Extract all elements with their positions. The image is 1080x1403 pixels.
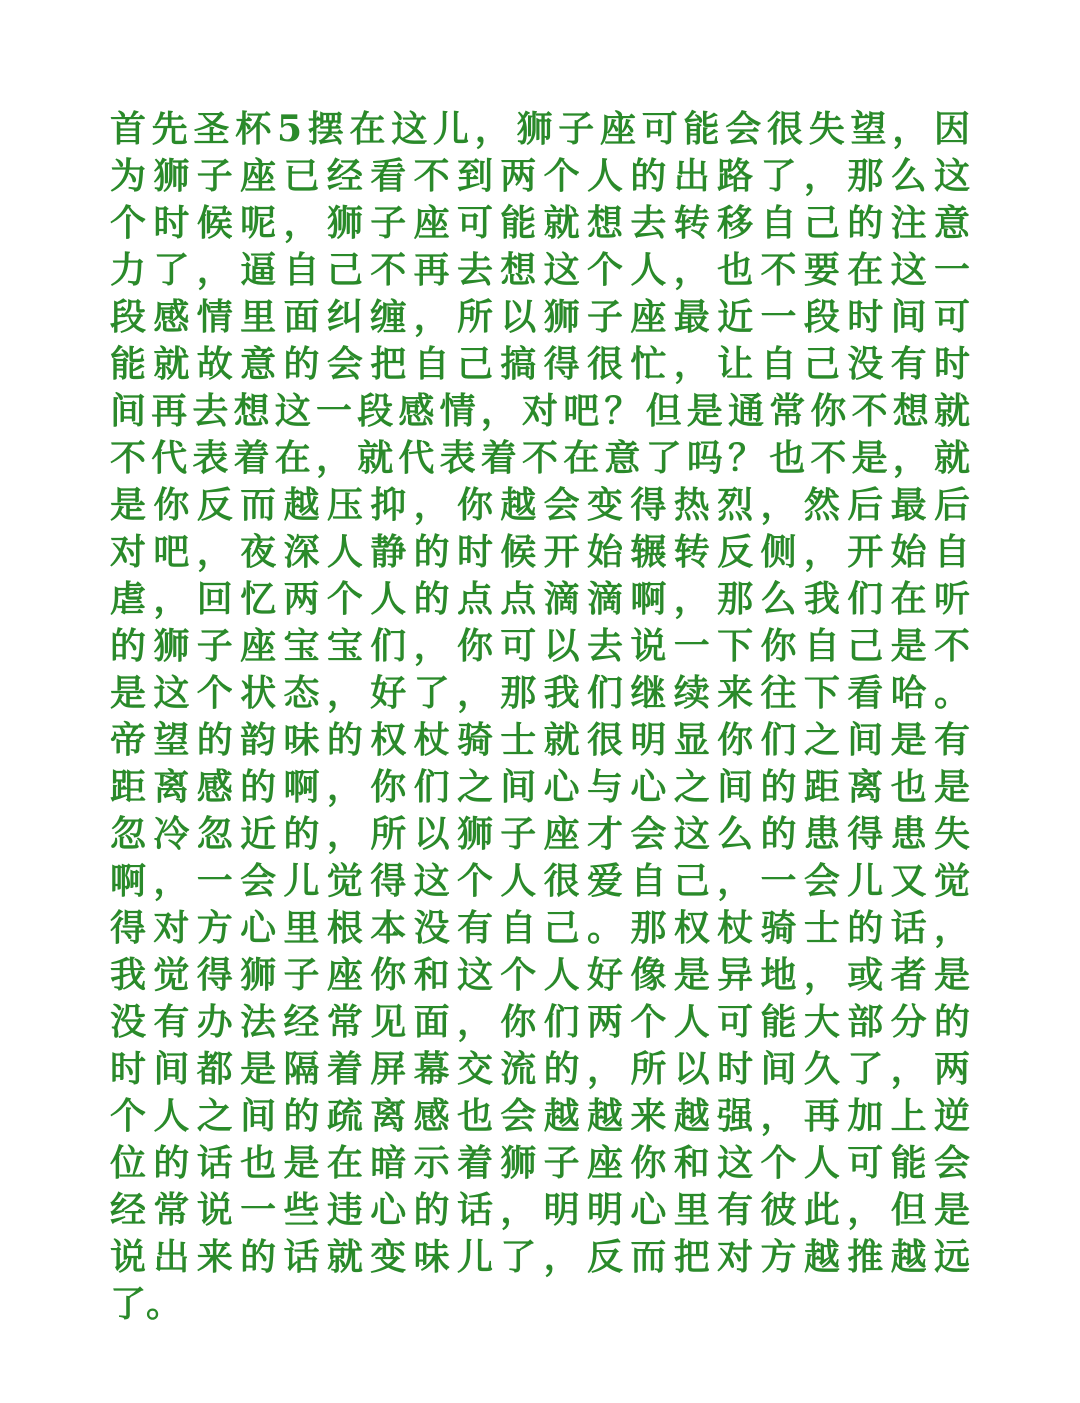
text-line: 个时候呢，狮子座可能就想去转移自己的注意 — [110, 202, 970, 244]
article-text — [110, 106, 970, 1328]
text-line: 经常说一些违心的话，明明心里有彼此，但是 — [110, 1189, 970, 1231]
text-line: 间再去想这一段感情，对吧？但是通常你不想就 — [110, 390, 970, 432]
text-line: 忽冷忽近的，所以狮子座才会这么的患得患失 — [110, 813, 970, 855]
text-line: 帝望的韵味的权杖骑士就很明显你们之间是有 — [110, 719, 970, 761]
text-line: 首先圣杯5摆在这儿，狮子座可能会很失望，因 — [110, 108, 970, 150]
text-line: 位的话也是在暗示着狮子座你和这个人可能会 — [110, 1142, 970, 1184]
text-line: 虐，回忆两个人的点点滴滴啊，那么我们在听 — [110, 578, 970, 620]
text-line: 对吧，夜深人静的时候开始辗转反侧，开始自 — [110, 531, 970, 573]
text-line: 说出来的话就变味儿了，反而把对方越推越远 — [110, 1236, 970, 1278]
text-line: 时间都是隔着屏幕交流的，所以时间久了，两 — [110, 1048, 970, 1090]
text-line: 啊，一会儿觉得这个人很爱自己，一会儿又觉 — [110, 860, 970, 902]
text-line: 的狮子座宝宝们，你可以去说一下你自己是不 — [110, 625, 970, 667]
text-line: 得对方心里根本没有自己。那权杖骑士的话， — [110, 907, 970, 949]
text-line: 距离感的啊，你们之间心与心之间的距离也是 — [110, 766, 970, 808]
text-line: 为狮子座已经看不到两个人的出路了，那么这 — [110, 155, 970, 197]
text-line: 力了，逼自己不再去想这个人，也不要在这一 — [110, 249, 970, 291]
text-line: 了。 — [110, 1283, 183, 1325]
text-line: 能就故意的会把自己搞得很忙，让自己没有时 — [110, 343, 970, 385]
text-line: 个人之间的疏离感也会越越来越强，再加上逆 — [110, 1095, 970, 1137]
text-line: 是这个状态，好了，那我们继续来往下看哈。 — [110, 672, 970, 714]
text-line: 没有办法经常见面，你们两个人可能大部分的 — [110, 1001, 970, 1043]
text-line: 是你反而越压抑，你越会变得热烈，然后最后 — [110, 484, 970, 526]
text-line: 我觉得狮子座你和这个人好像是异地，或者是 — [110, 954, 970, 996]
text-line: 不代表着在，就代表着不在意了吗？也不是，就 — [110, 437, 970, 479]
text-line: 段感情里面纠缠，所以狮子座最近一段时间可 — [110, 296, 970, 338]
